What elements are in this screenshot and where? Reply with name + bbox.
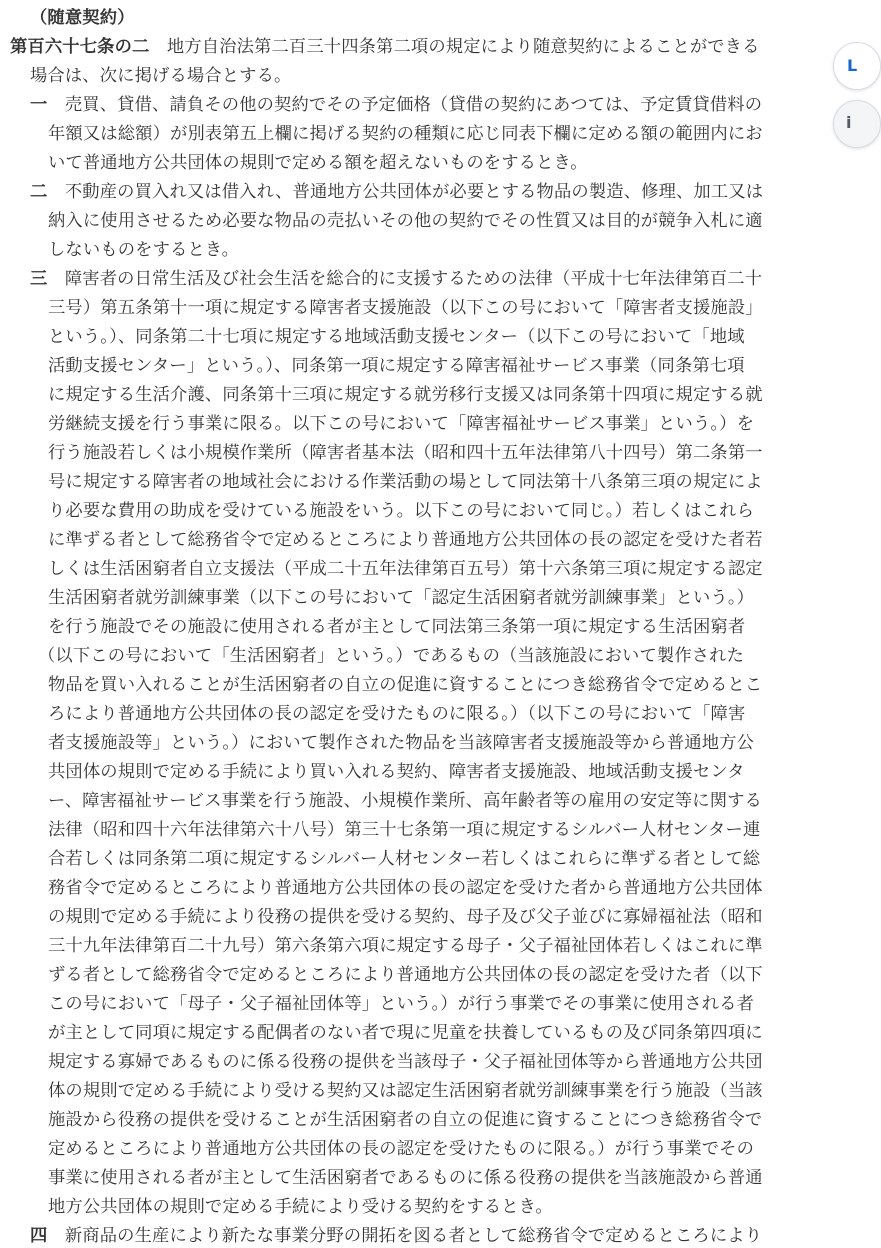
item-text: 三十九年法律第百二十九号）第六条第六項に規定する母子・父子福祉団体若しくはこれに準	[48, 936, 763, 956]
item-text: （以下この号において「生活困窮者」という。）であるもの（当該施設において製作された	[38, 646, 745, 666]
item-text: 物品を買い入れることが生活困窮者の自立の促進に資することにつき総務省令で定めるとこ	[48, 675, 763, 695]
item-text: 生活困窮者就労訓練事業（以下この号において「認定生活困窮者就労訓練事業」という。）	[48, 588, 755, 608]
item-text: 三号）第五条第十一項に規定する障害者支援施設（以下この号において「障害者支援施設」	[48, 298, 763, 318]
item-text: 労継続支援を行う事業に限る。以下この号において「障害福祉サービス事業」という。）を	[48, 414, 755, 434]
item-text: しくは生活困窮者自立支援法（平成二十五年法律第百五号）第十六条第三項に規定する認定	[48, 559, 763, 579]
item-text: を行う施設でその施設に使用される者が主として同法第三条第一項に規定する生活困窮者	[48, 617, 746, 637]
item-text: ろにより普通地方公共団体の長の認定を受けたものに限る。）（以下この号において「障害	[48, 704, 746, 724]
item-text: 施設から役務の提供を受けることが生活困窮者の自立の促進に資することにつき総務省令で	[48, 1110, 763, 1130]
item-text: 不動産の買入れ又は借入れ、普通地方公共団体が必要とする物品の製造、修理、加工又は	[47, 182, 764, 202]
item-text: 規定する寡婦であるものに係る役務の提供を当該母子・父子福祉団体等から普通地方公共団	[48, 1052, 763, 1072]
info-icon: i	[846, 113, 852, 132]
item-text: 活動支援センター」という。）、同条第一項に規定する障害福祉サービス事業（同条第七項	[48, 356, 745, 376]
item-text: 障害者の日常生活及び社会生活を総合的に支援するための法律（平成十七年法律第百二十	[47, 269, 763, 289]
item-text: に準ずる者として総務省令で定めるところにより普通地方公共団体の長の認定を受けた者若	[48, 530, 763, 550]
item-text: 合若しくは同条第二項に規定するシルバー人材センター若しくはこれらに準ずる者として総	[48, 849, 761, 869]
item-number: 一	[30, 95, 48, 115]
item-text: ずる者として総務省令で定めるところにより普通地方公共団体の長の認定を受けた者（以下	[48, 965, 763, 985]
item-text: 体の規則で定める手続により受ける契約又は認定生活困窮者就労訓練事業を行う施設（当該	[48, 1081, 763, 1101]
item-text: いて普通地方公共団体の規則で定める額を超えないものをするとき。	[48, 153, 588, 173]
item-text: 新商品の生産により新たな事業分野の開拓を図る者として総務省令で定めるところにより	[47, 1226, 763, 1246]
item-3-first-line	[30, 267, 762, 291]
item-text: という。）、同条第二十七項に規定する地域活動支援センター（以下この号において「地域	[48, 327, 745, 347]
item-text: 年額又は総額）が別表第五上欄に掲げる契約の種類に応じ同表下欄に定める額の範囲内にお	[48, 124, 763, 144]
item-text: 者支援施設等」という。）において製作された物品を当該障害者支援施設等から普通地方公	[48, 733, 755, 753]
item-text: に規定する生活介護、同条第十三項に規定する就労移行支援又は同条第十四項に規定する就	[48, 385, 763, 405]
item-text: 法律（昭和四十六年法律第六十八号）第三十七条第一項に規定するシルバー人材センター連	[48, 820, 761, 840]
item-number: 三	[30, 269, 48, 289]
item-text: 売買、貸借、請負その他の契約でその予定価格（貸借の契約にあつては、予定賃貸借料の	[47, 95, 763, 115]
link-icon: L	[847, 56, 858, 75]
item-text: 共団体の規則で定める手続により買い入れる契約、障害者支援施設、地域活動支援センタ	[48, 762, 745, 782]
item-text: 務省令で定めるところにより普通地方公共団体の長の認定を受けた者から普通地方公共団体	[48, 878, 763, 898]
item-number: 二	[30, 182, 48, 202]
item-2-first-line	[30, 180, 763, 204]
item-text: 行う施設若しくは小規模作業所（障害者基本法（昭和四十五年法律第八十四号）第二条第一	[48, 443, 763, 463]
item-text: しないものをするとき。	[48, 240, 240, 260]
item-1-first-line	[30, 93, 762, 117]
item-text: ー、障害福祉サービス事業を行う施設、小規模作業所、高年齢者等の雇用の安定等に関する	[48, 791, 762, 811]
item-text: 定めるところにより普通地方公共団体の長の認定を受けたものに限る。）が行う事業でその	[48, 1139, 755, 1159]
article-first-line	[10, 35, 760, 59]
article-number: 第百六十七条の二	[10, 37, 150, 57]
article-text: 地方自治法第二百三十四条第二項の規定により随意契約によることができる	[149, 37, 760, 57]
item-text: の規則で定める手続により役務の提供を受ける契約、母子及び父子並びに寡婦福祉法（昭和	[48, 907, 763, 927]
item-text: り必要な費用の助成を受けている施設をいう。以下この号において同じ。）若しくはこれら	[48, 501, 755, 521]
item-text: 納入に使用させるため必要な物品の売払いその他の契約でその性質又は目的が競争入札に適	[48, 211, 763, 231]
item-4-first-line	[30, 1224, 762, 1248]
item-text: 事業に使用される者が主として生活困窮者であるものに係る役務の提供を当該施設から普通	[48, 1168, 763, 1188]
item-text: 地方公共団体の規則で定める手続により受ける契約をするとき。	[48, 1197, 553, 1217]
article-caption: （随意契約）	[30, 8, 135, 28]
item-text: が主として同項に規定する配偶者のない者で現に児童を扶養しているもの及び同条第四項に	[48, 1023, 763, 1043]
item-text: 号に規定する障害者の地域社会における作業活動の場として同法第十八条第三項の規定によ	[48, 472, 763, 492]
article-text: 場合は、次に掲げる場合とする。	[30, 66, 292, 86]
item-number: 四	[30, 1226, 48, 1246]
floating-action-button[interactable]	[833, 42, 881, 90]
info-button[interactable]	[833, 100, 881, 148]
item-text: この号において「母子・父子福祉団体等」という。）が行う事業でその事業に使用される者	[48, 994, 755, 1014]
